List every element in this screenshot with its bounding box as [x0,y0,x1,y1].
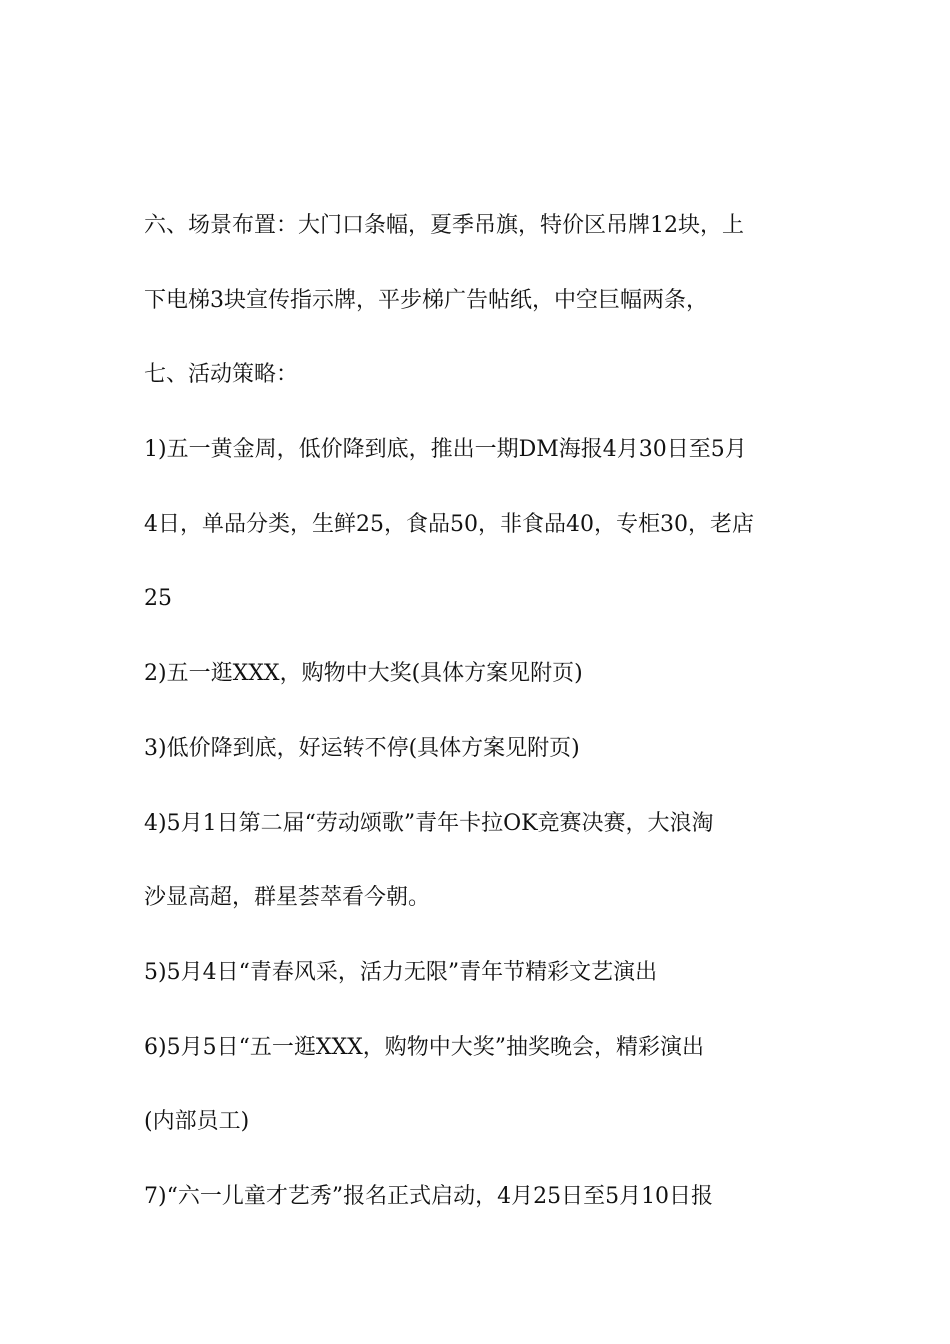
section-heading: 七、活动策略： [144,362,299,387]
text-line: 5)5月4日“青春风采，活力无限”青年节精彩文艺演出 [144,960,658,985]
text-line: 六、场景布置：大门口条幅，夏季吊旗，特价区吊牌12块，上 [144,213,744,238]
text-line: 7)“六一儿童才艺秀”报名正式启动，4月25日至5月10日报 [144,1184,714,1209]
text-line: 1)五一黄金周，低价降到底，推出一期DM海报4月30日至5月 [144,437,747,462]
text-line: 3)低价降到底，好运转不停(具体方案见附页) [144,736,580,761]
text-line: 4日，单品分类，生鲜25，食品50，非食品40，专柜30，老店 [144,512,754,537]
text-line: 25 [144,586,172,611]
text-line: 4)5月1日第二届“劳动颂歌”青年卡拉OK竞赛决赛，大浪淘 [144,811,714,836]
text-line: 6)5月5日“五一逛XXX，购物中大奖”抽奖晚会，精彩演出 [144,1035,705,1060]
text-line: 2)五一逛XXX，购物中大奖(具体方案见附页) [144,661,583,686]
text-line: 下电梯3块宣传指示牌，平步梯广告帖纸，中空巨幅两条， [144,288,708,313]
text-line: (内部员工) [144,1109,250,1134]
text-line: 沙显高超，群星荟萃看今朝。 [144,885,431,910]
